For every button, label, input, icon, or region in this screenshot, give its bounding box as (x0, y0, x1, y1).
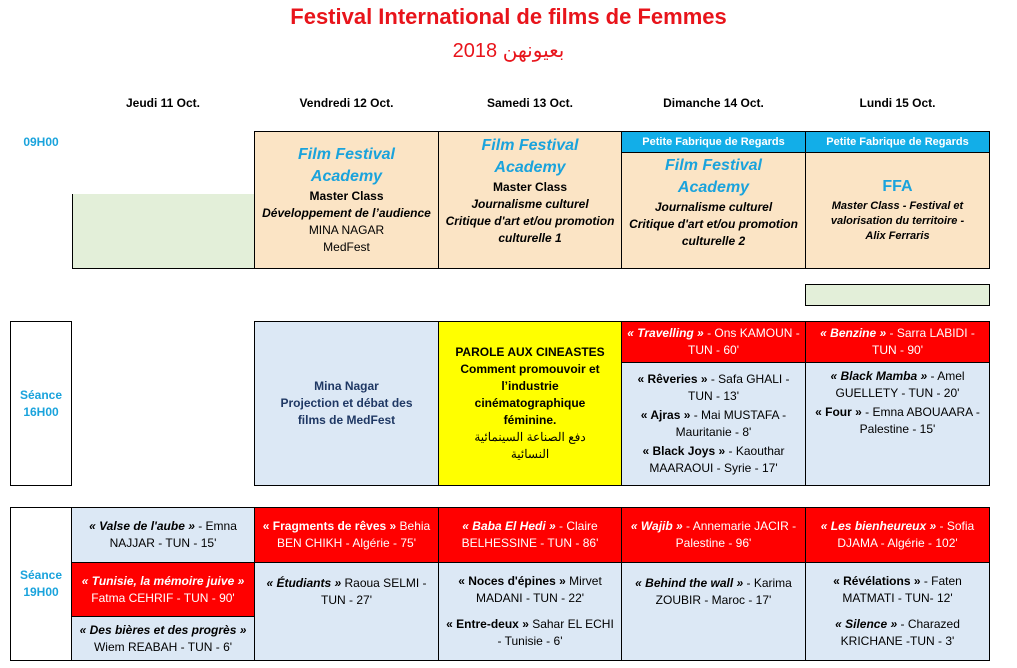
friday-1900-screenings (254, 507, 439, 661)
academy-label-2: Academy (677, 179, 750, 196)
day-header-monday: Lundi 15 Oct. (859, 96, 936, 110)
film-title: « Black Mamba » (830, 369, 928, 383)
film-credits: - Emna NAJJAR - TUN - 15' (109, 519, 237, 550)
debate-arabic-title: دفع الصناعة السينمائية (474, 430, 586, 444)
film-title: « Valse de l'aube » (89, 519, 195, 533)
film-title: « Benzine » (820, 326, 887, 340)
session-topic: Journalisme culturel (471, 197, 589, 211)
film-entry (810, 368, 985, 402)
film-entry (622, 322, 805, 362)
session-topic-2: Critique d'art et/ou promotion (445, 214, 615, 228)
projection-description: Projection et débat des (280, 396, 413, 410)
ffa-label: FFA (882, 177, 913, 195)
seance-time: 19H00 (23, 585, 59, 599)
film-credits: Behia BEN CHIKH - Algérie - 75' (276, 519, 431, 550)
speaker-name: Mina Nagar (314, 379, 379, 393)
festival-title: Festival International de films de Femmes (290, 4, 727, 29)
film-entry (810, 573, 985, 607)
debate-description-4: féminine. (503, 413, 557, 427)
film-title: « Travelling » (627, 326, 704, 340)
session-topic-3: culturelle 1 (498, 231, 562, 245)
day-header-friday: Vendredi 12 Oct. (299, 96, 394, 110)
film-title: « Silence » (835, 617, 898, 631)
film-entry (626, 371, 801, 405)
academy-label-2: Academy (310, 168, 383, 185)
sunday-1600-screenings (621, 321, 806, 486)
academy-label: Film Festival (298, 146, 395, 163)
session-topic: Journalisme culturel (654, 200, 773, 214)
academy-label: Film Festival (481, 137, 579, 154)
debate-description: Comment promouvoir et (460, 362, 600, 376)
film-credits: - Mai MUSTAFA - Mauritanie - 8' (675, 408, 787, 439)
film-credits: - Sarra LABIDI - TUN - 90' (872, 326, 975, 357)
film-credits: Wiem REABAH - TUN - 6' (93, 639, 233, 654)
sunday-1900-screenings (621, 507, 806, 661)
saturday-1600-debate-cell (438, 321, 622, 486)
seance-time: 16H00 (23, 404, 59, 419)
film-title: « Behind the wall » (635, 576, 744, 590)
film-title: « Les bienheureux » (820, 519, 937, 533)
film-credits: - Ons KAMOUN - TUN - 60' (688, 326, 800, 357)
monday-empty-green-cell (805, 284, 990, 306)
film-credits: - Sofia DJAMA - Algérie - 102' (837, 519, 975, 550)
film-credits: - Karima ZOUBIR - Maroc - 17' (655, 576, 792, 607)
film-entry (626, 407, 801, 441)
film-title: « Four » (815, 405, 862, 419)
film-credits: - Faten MATMATI - TUN- 12' (842, 574, 962, 605)
monday-morning-ffa-cell (805, 152, 990, 269)
friday-morning-academy-cell (254, 131, 439, 269)
film-title: « Entre-deux » (446, 617, 529, 631)
speaker-name: MINA NAGAR (308, 223, 385, 237)
day-header-thursday: Jeudi 11 Oct. (125, 96, 201, 110)
film-title: « Wajib » (630, 519, 683, 533)
film-list (622, 362, 805, 485)
film-credits: - Kaouthar MAARAOUI - Syrie - 17' (649, 444, 785, 475)
film-credits: - Annemarie JACIR - Palestine - 96' (675, 519, 797, 550)
seance-label: Séance (19, 568, 63, 582)
seance-label: Séance (19, 387, 63, 402)
film-entry (72, 562, 254, 616)
debate-arabic-title-2: النسائية (510, 447, 550, 461)
film-credits: Mirvet MADANI - TUN - 22' (475, 574, 602, 605)
day-header-sunday: Dimanche 14 Oct. (663, 96, 764, 110)
film-title: « Révélations » (833, 574, 921, 588)
film-title: « Baba El Hedi » (462, 519, 556, 533)
film-entry (443, 573, 617, 607)
film-entry (255, 562, 438, 660)
film-title: « Fragments de rêves » (262, 519, 397, 533)
film-entry (255, 508, 438, 562)
thursday-morning-empty-cell (72, 194, 255, 269)
monday-1900-screenings (805, 507, 990, 661)
film-entry (72, 508, 254, 562)
saturday-1900-screenings (438, 507, 622, 661)
monday-1600-screenings (805, 321, 990, 486)
session-topic-2: valorisation du territoire - (830, 214, 965, 227)
film-entry (622, 562, 805, 660)
film-entry (806, 322, 989, 362)
thursday-1900-screenings (71, 507, 255, 661)
film-credits: Raoua SELMI - TUN - 27' (321, 576, 427, 607)
debate-description-3: cinématographique (474, 396, 586, 410)
academy-label: Film Festival (665, 157, 762, 174)
projection-description-2: films de MedFest (297, 413, 396, 427)
seance-1900-label-cell (10, 507, 72, 661)
film-entry (622, 508, 805, 562)
saturday-morning-academy-cell (438, 131, 622, 269)
film-credits: - Charazed KRICHANE -TUN - 3' (840, 617, 960, 648)
film-credits: - Safa GHALI - TUN - 13' (688, 372, 790, 403)
film-entry (439, 508, 621, 562)
organization-name: MedFest (323, 240, 370, 254)
seance-1600-label-cell (10, 321, 72, 486)
debate-title: PAROLE AUX CINEASTES (455, 345, 605, 359)
day-header-saturday: Samedi 13 Oct. (486, 96, 574, 110)
film-title: « Tunisie, la mémoire juive » (81, 573, 245, 588)
film-title: « Rêveries » (637, 372, 708, 386)
sunday-workshop-banner: Petite Fabrique de Regards (621, 131, 806, 153)
session-topic: Développement de l’audience (262, 206, 431, 220)
monday-workshop-banner: Petite Fabrique de Regards (805, 131, 990, 153)
master-class-label: Master Class (309, 189, 384, 203)
session-topic-2: Critique d'art et/ou promotion (629, 217, 798, 231)
film-title: « Étudiants » (266, 576, 342, 590)
film-entry (626, 443, 801, 477)
sunday-morning-academy-cell (621, 152, 806, 269)
film-entry (810, 616, 985, 650)
debate-description-2: l’industrie (501, 379, 559, 393)
session-topic-3: culturelle 2 (681, 234, 746, 248)
film-credits: - Claire BELHESSINE - TUN - 86' (461, 519, 599, 550)
festival-subtitle: بعيونهن 2018 (452, 40, 565, 62)
film-list (439, 562, 621, 660)
film-title: « Des bières et des progrès » (79, 622, 247, 637)
friday-1600-projection-cell (254, 321, 439, 486)
film-credits: - Amel GUELLETY - TUN - 20' (835, 369, 965, 400)
film-title: « Ajras » (640, 408, 691, 422)
academy-label-2: Academy (494, 159, 566, 176)
session-topic: Master Class - Festival et (831, 199, 964, 212)
film-list (806, 362, 989, 485)
film-title: « Black Joys » (642, 444, 726, 458)
film-credits: Fatma CEHRIF - TUN - 90' (91, 590, 235, 605)
film-list (806, 562, 989, 660)
film-entry (806, 508, 989, 562)
master-class-label: Master Class (492, 180, 568, 194)
film-entry (72, 616, 254, 660)
film-entry (443, 616, 617, 650)
film-title: « Noces d'épines » (458, 574, 566, 588)
film-credits: - Emna ABOUAARA - Palestine - 15' (859, 405, 980, 436)
time-0900: 09H00 (23, 135, 59, 149)
film-credits: Sahar EL ECHI - Tunisie - 6' (497, 617, 614, 648)
film-entry (810, 404, 985, 438)
session-topic-3: Alix Ferraris (865, 229, 930, 242)
